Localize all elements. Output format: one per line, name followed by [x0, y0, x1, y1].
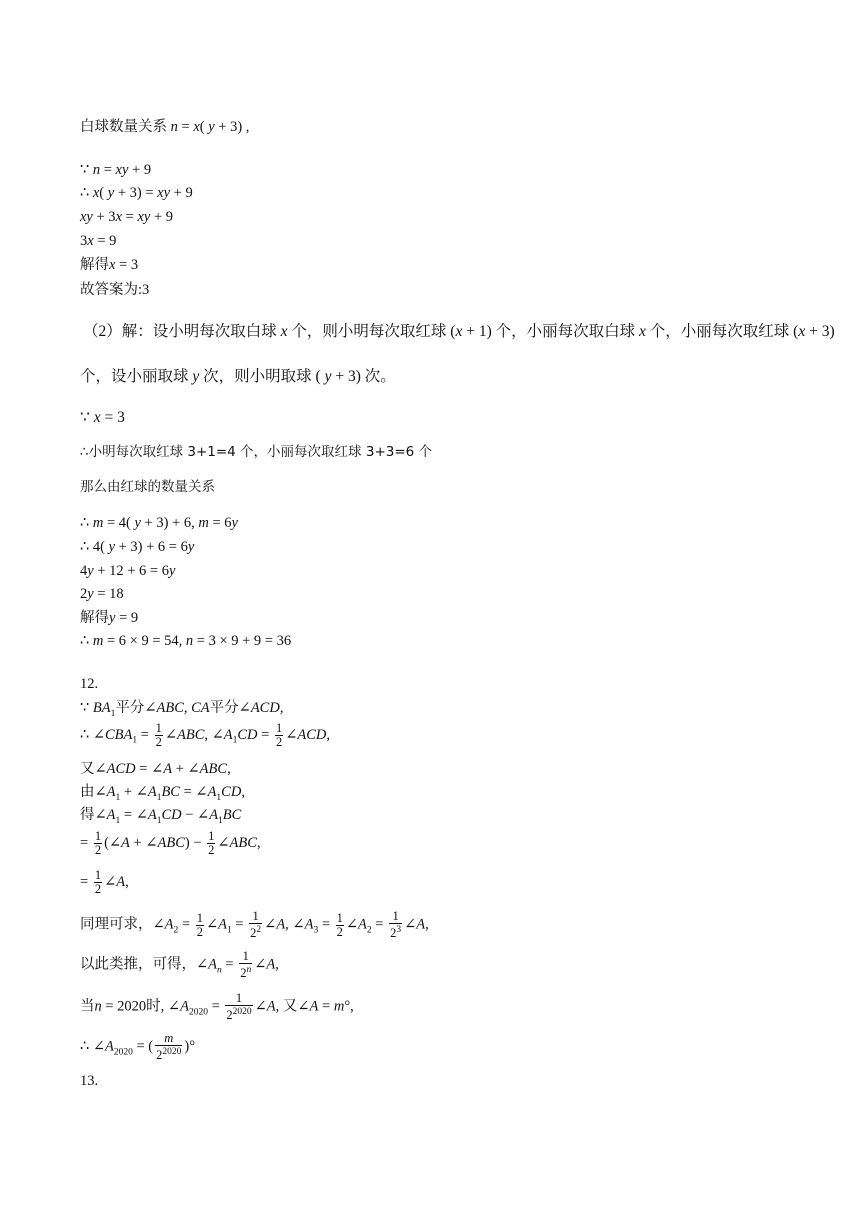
text-line: 那么由红球的数量关系	[80, 479, 215, 495]
text-line: 个，设小丽取球 y 次，则小明取球 ( y + 3) 次。	[80, 368, 396, 385]
fraction: $\frac{1}{2^2}$	[250, 909, 262, 941]
text-line: = $\frac{1}{2}$ ∠A,	[80, 868, 129, 896]
text-line: ∵ $BA_1$平分∠ABC, CA平分∠ACD,	[80, 700, 284, 719]
text-line: = $\frac{1}{2}$ (∠A + ∠ABC) − $\frac{1}{2}$ ∠ABC,	[80, 829, 261, 857]
fraction: $\frac{1}{2}$	[155, 721, 162, 749]
text-line: 4y + 12 + 6 = 6y	[80, 563, 176, 579]
text-line: 以此类推，可得，$\angle A_n$ = $\frac{1}{2^n}$ ∠A,	[80, 949, 279, 981]
fraction: $\frac{1}{2^n}$	[240, 949, 252, 981]
fraction: $\frac{1}{2}$	[196, 910, 203, 939]
text-line: 同理可求，$\angle A_2$ = $\frac{1}{2}$ $\angle A_1$ = $\frac{1}{2^2}$ ∠A, $\angle A_3$ = $\frac{1}{2}$ $\angle A_2$ = $\frac{1}{2^3}$ ∠A,	[80, 909, 429, 941]
text-line: 当n = 2020时, $\angle A_{2020}$ = $\frac{1}{2^{2020}}$ ∠A, 又∠A = m°,	[80, 991, 354, 1023]
text-line: ∴ m = 4( y + 3) + 6, m = 6y	[80, 515, 238, 531]
text-line: 2y = 18	[80, 586, 124, 602]
text-line: ∴ m = 6 × 9 = 54, n = 3 × 9 + 9 = 36	[80, 633, 292, 649]
text-line: ∴ $\angle A_{2020}$ = ( $\frac{m}{2^{2020}}$ )°	[80, 1031, 196, 1063]
fraction: $\frac{m}{2^{2020}}$	[156, 1031, 182, 1063]
text-line: ∴ $\angle CBA_1$ = $\frac{1}{2}$ ∠ABC, $\angle A_1CD$ = $\frac{1}{2}$ ∠ACD,	[80, 721, 331, 749]
text-line: ∴ 4( y + 3) + 6 = 6y	[80, 539, 195, 555]
text-line: 3x = 9	[80, 233, 117, 249]
fraction: $\frac{1}{2}$	[275, 721, 283, 749]
text-line: ∵ x = 3	[80, 409, 125, 426]
text-line: 又∠ACD = ∠A + ∠ABC,	[80, 761, 231, 777]
fraction: $\frac{1}{2}$	[208, 829, 215, 857]
text-line	[80, 118, 249, 136]
problem-number: 12.	[80, 676, 99, 692]
fraction: $\frac{1}{2}$	[94, 829, 102, 857]
text-line: 解得x = 3	[80, 257, 139, 273]
text-line: （2）解：设小明每次取白球 x 个，则小明每次取红球 (x + 1) 个，小丽每次取白球 x 个，小丽每次取红球 (x + 3)	[83, 323, 835, 340]
fraction: $\frac{1}{2}$	[94, 868, 102, 896]
text-line: 故答案为:3	[80, 282, 150, 298]
line-text: 白球数量关系 n = x( y + 3) ,	[80, 119, 250, 135]
fraction: $\frac{1}{2^{2020}}$	[226, 991, 252, 1023]
text-line: ∴ x( y + 3) = xy + 9	[80, 185, 193, 201]
fraction: $\frac{1}{2^3}$	[390, 909, 402, 941]
text-line: ∵ n = xy + 9	[80, 162, 152, 178]
text-line: xy + 3x = xy + 9	[80, 209, 173, 225]
fraction: $\frac{1}{2}$	[336, 910, 343, 939]
text-line: 得$\angle A_1$ = $\angle A_1CD$ − $\angle A_1BC$	[80, 807, 242, 826]
problem-number: 13.	[80, 1073, 99, 1089]
text-line: 由$\angle A_1$ + $\angle A_1BC$ = $\angle A_1CD$,	[80, 784, 245, 803]
text-line: ∴小明每次取红球 3+1=4 个，小丽每次取红球 3+3=6 个	[80, 444, 433, 460]
text-line: 解得y = 9	[80, 610, 139, 626]
